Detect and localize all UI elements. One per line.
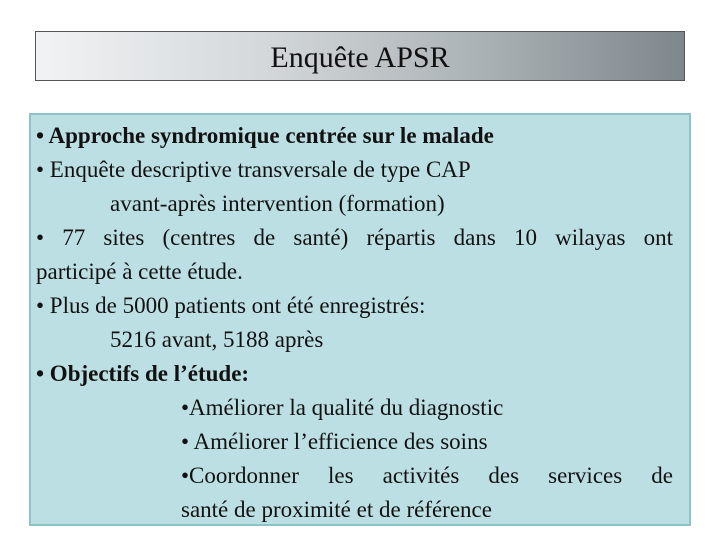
bullet-approche: • Approche syndromique centrée sur le malade bbox=[36, 123, 494, 148]
bullet-enquete: • Enquête descriptive transversale de type CAP bbox=[36, 157, 471, 182]
sub-bullet-coordonner-cont: santé de proximité et de référence bbox=[181, 497, 492, 522]
title-bar bbox=[35, 31, 685, 81]
sub-bullet-coordonner: •Coordonner les activités des services de bbox=[181, 463, 673, 488]
bullet-enquete-cont: avant-après intervention (formation) bbox=[110, 191, 445, 216]
bullet-objectifs: • Objectifs de l’étude: bbox=[36, 361, 250, 386]
slide-title: Enquête APSR bbox=[270, 41, 450, 74]
content-box bbox=[29, 113, 691, 526]
bullet-patients: • Plus de 5000 patients ont été enregistrés: bbox=[36, 293, 426, 318]
bullet-patients-cont: 5216 avant, 5188 après bbox=[110, 327, 324, 352]
sub-bullet-diagnostic: •Améliorer la qualité du diagnostic bbox=[181, 395, 504, 420]
bullet-sites-cont: participé à cette étude. bbox=[36, 259, 243, 284]
sub-bullet-efficience: • Améliorer l’efficience des soins bbox=[181, 429, 488, 454]
bullet-sites: • 77 sites (centres de santé) répartis dans 10 wilayas ont bbox=[36, 225, 673, 250]
